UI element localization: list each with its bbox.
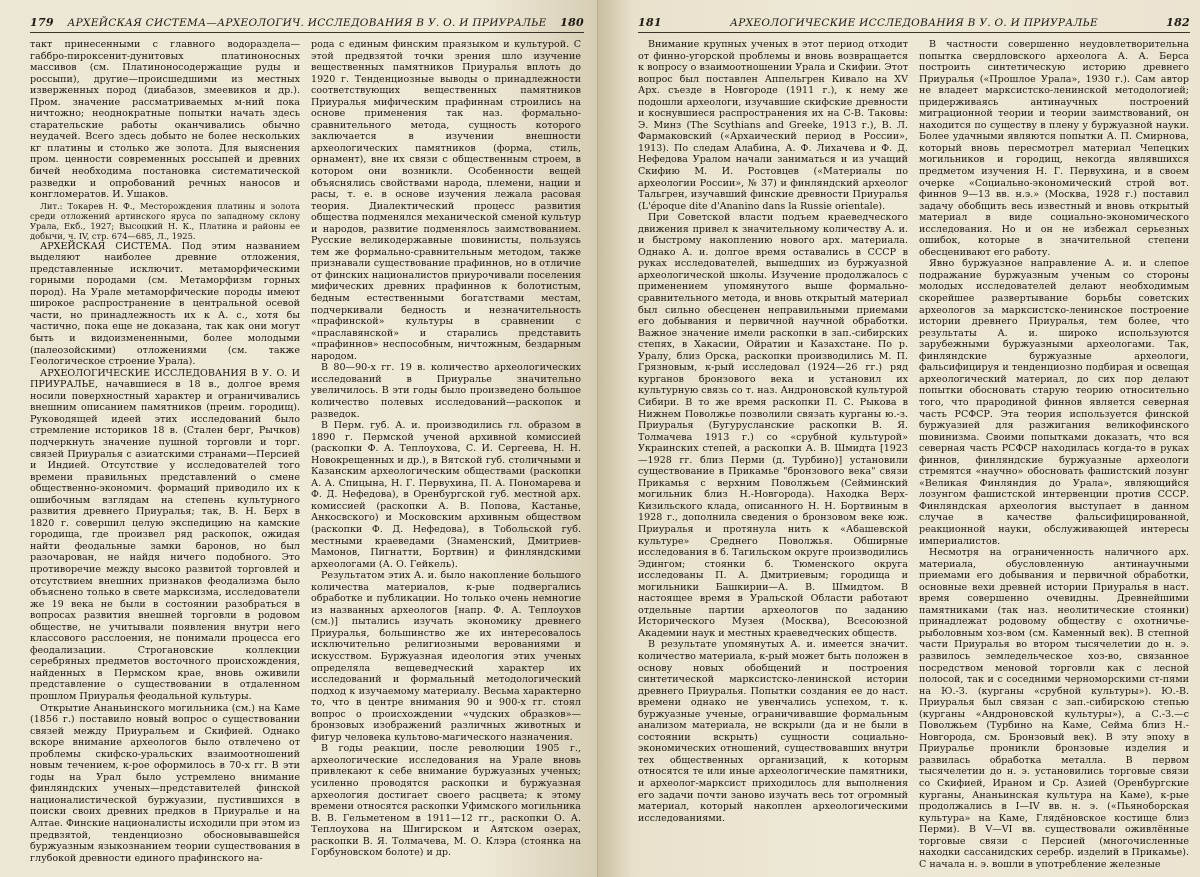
left-page-columns xyxy=(30,39,584,864)
paragraph: такт принесенными с главного водораздела—габбро-пироксенит-дунитовых платиноносных массивов (см. Платиноносодержащие руды и россыпи), другие—происшедшими из местных изверженных пород (диабазов, змеевиков и др.). Пром. значение рассматриваемых м-ний пока ничтожно; неоднократные попытки начать здесь старательские работы оканчивались обычно неудачей. Всего здесь добыто не более нескольких кг платины и столько же золота. Для выяснения пром. ценности современных россыпей и древних бичей необходима постановка систематической разведки и опробований речных наносов и конгломератов. И. Ушаков. xyxy=(30,39,300,201)
running-title-left: АРХЕЙСКАЯ СИСТЕМА—АРХЕОЛОГИЧ. ИССЛЕДОВАНИЯ В У. О. И ПРИУРАЛЬЕ xyxy=(67,17,547,29)
right-column-1 xyxy=(638,39,908,870)
entry-archean-system: АРХЕЙСКАЯ СИСТЕМА. Под этим названием выделяют наиболее древние отложения, представленные исключит. метаморфическими горными породами (см. Метаморфизм горных пород). На Урале метаморфические породы имеют широкое распространение в центральной осевой части, но принадлежность их к А. с., хотя бы частично, пока еще не доказана, так как они могут быть и видоизмененными, более молодыми (палеозойскими) отложениями (см. также Геологическое строение Урала). xyxy=(30,240,300,368)
paragraph: рода с единым финским праязыком и культурой. С этой предвзятой точки зрения шло изучение вещественных памятников Приуралья вплоть до 1920 г. Тенденциозные выводы о принадлежности соответствующих вещественных памятников Приуралья мифическим прафиннам строились на основе применения так наз. формально-сравнительного метода, сущность которого заключается в изучении внешности археологических памятников (форма, стиль, орнамент), вне их связи с общественным строем, в котором они возникли. Особенности вещей объяснялись свойствами народа, племени, нации и расы, т. е. в основе изучения лежала расовая теория. Диалектический процесс развития общества подменялся механической сменой культур и народов, развитие подменялось заимствованием. Русские великодержавные шовинисты, пользуясь тем же формально-сравнительным методом, также признавали существование прафиннов, но в отличие от финских националистов приурочивали поселения мифических древних прафиннов к болотистым, бедным естественными богатствами местам, подчеркивали бедность и незначительность «прафинской» культуры в сравнении с «праславянской» и старались представить «прафиннов» неспособным, ничтожным, бездарным народом. xyxy=(311,39,581,362)
paragraph: Несмотря на ограниченность наличного арх. материала, обусловленную антинаучными приемами его добывания и первичной обработки, основные вехи древней истории Приуралья в наст. время совершенно очевидны. Древнейшими памятниками (так наз. неолитические стоянки) принадлежат родовому обществу с охотничье-рыболовным хоз-вом (см. Каменный век). В степной части Приуралья во втором тысячелетии до н. э. развилось земледельческое хоз-во, связанное посредством меновой торговли как с лесной полосой, так и с соседними черноморскими ст-пями на Ю.-З. (курганы «срубной культуры»). Ю.-В. Приуралья был связан с зап.-сибирскою степью (курганы «Андроновской культуры»), а С.-З.—с Поволжьем (Турбино на Каме, Сейма близ Н.-Новгорода, см. Бронзовый век). В эту эпоху в Приуралье проникли бронзовые изделия и развилась обработка металла. В первом тысячелетии до н. э. установились торговые связи со Скифией, Ираном и Ср. Азией (Оренбургские курганы, Ананьинская культура на Каме), к-рые продолжались в I—IV вв. н. э. («Пьяноборская культура» на Каме, Глядёновское костище близ Перми). В V—VI вв. существовали оживлённые торговые связи с Персией (многочисленные находки сассанидских серебр. изделий в Прикамье). С начала н. э. вошли в употребление железные xyxy=(919,547,1189,870)
paragraph: В 80—90-х гг. 19 в. количество археологических исследований в Приуралье значительно увеличилось. В эти годы было произведено большое количество полевых исследований—раскопок и разведок. xyxy=(311,362,581,420)
paragraph: При Советской власти подъем краеведческого движения привел к значительному количеству А. и. и быстрому накоплению нового арх. материала. Однако А. и. долгое время оставались в СССР в руках исследователей, вышедших из буржуазной археологической школы. Изучение продолжалось с применением упомянутого выше формально-сравнительного метода, и вновь открытый материал был сильно обесценен неправильными приемами его добывания и первичной научной обработки. Важное значение имели раскопки в зап.-сибирских степях, в Хакасии, Ойратии и Казахстане. По р. Уралу, близ Орска, раскопки производились М. П. Грязновым, к-рый исследовал (1924—26 гг.) ряд курганов бронзового века и установил их культурную связь со т. наз. Андроновской культурой Сибири. В то же время раскопки П. С. Рыкова в Нижнем Поволжье позволили связать курганы ю.-з. Приуралья (Бугурусланские раскопки В. Я. Толмачева 1913 г.) со «срубной культурой» Украинских степей, а раскопки А. В. Шмидта [1923—1928 гг. близ Перми (д. Турбино)] установили существование в Прикамье "бронзового века" связи Прикамья с верхним Поволжьем (Сейминский могильник близ Н.-Новгорода). Находка Верх-Кизильского клада, описанного Н. Н. Бортвиным в 1928 г., дополнила сведения о бронзовом веке юж. Приуралья и протянула нить к «Абашевской культуре» Среднего Поволжья. Обширные исследования в б. Тагильском округе производились Эдингом; стоянки б. Тюменского округа исследованы П. А. Дмитриевым; городища и могильники Башкирии—А. В. Шмидтом. В настоящее время в Уральской Области работают отдельные партии археологов по заданию Исторического Музея (Москва), Всесоюзной Академии наук и местных краеведческих обществ. xyxy=(638,212,908,639)
paragraph: Внимание крупных ученых в этот период отходит от финно-угорской проблемы и вновь возвращается к вопросу о взаимоотношении Урала и Скифии. Этот вопрос был поставлен Аппельгрен Кивало на XV Арх. съезде в Новгороде (1911 г.), к нему же подошли археологи, изучавшие скифские древности и коснувшиеся распространения их на С-В. Таковы: Э. Минз (The Scythians and Greeke, 1913 г.), В. Л. Фармаковский («Архаический период в России», 1913). По следам Алабина, А. Ф. Лихачева и Ф. Д. Нефедова Уралом начали заниматься и из учащий Скифию М. И. Ростовцев («Материалы по археологии России», № 37) и финляндский археолог Тальгрен, изучавший финские древности Приуралья (L'époque dite d'Ananino dans la Russie orientale). xyxy=(638,39,908,212)
paragraph: В результате упомянутых А. и. имеется значит. количество материала, к-рый может быть положен в основу новых обобщений и построения синтетической марксистско-ленинской истории древнего Приуралья. Попытки создания ее до наст. времени однако не увенчались успехом, т. к. буржуазные ученые, ограничивавшие формальным анализом материала, не вскрыли (да и не были в состоянии вскрыть) сущности социально-экономических отношений, существовавших внутри тех общественных организаций, к которым относятся те или иные археологические памятники, и археолог-марксист приходилось для выполнения его задачи почти заново изучать весь тот огромный материал, который накоплен археологическими исследованиями. xyxy=(638,639,908,824)
page-number-179: 179 xyxy=(30,16,54,29)
running-title-right: АРХЕОЛОГИЧЕСКИЕ ИССЛЕДОВАНИЯ В У. О. И ПРИУРАЛЬЕ xyxy=(730,17,1098,29)
paragraph: В годы реакции, после революции 1905 г., археологические исследования на Урале вновь привлекают к себе внимание буржуазных ученых; усиленно проводятся раскопки и буржуазная археология достигает своего расцвета; к этому времени относятся раскопки Уфимского могильника В. В. Гельметеном в 1911—12 гг., раскопки О. А. Теплоухова на Шигирском и Аятском озерах, раскопки В. Я. Толмачева, М. О. Клэра (стоянка на Горбуновском болоте) и др. xyxy=(311,743,581,859)
left-page-header xyxy=(30,4,584,33)
paragraph: Открытие Ананьинского могильника (см.) на Каме (1856 г.) поставило новый вопрос о существовании связей между Приуральем и Скифией. Однако вскоре внимание археологов было отвлечено от проблемы скифско-уральских взаимоотношений новым течением, к-рое оформилось в 70-х гг. В эти годы на Урал было устремлено внимание финляндских ученых—представителей финской националистической буржуазии, пустившихся в поиски своих древних предков в Приуралье и на Алтае. Финские националисты исходили при этом из предвзятой, тенденциозно обосновывавшейся буржуазным языкознанием теории существования в глубокой древности единого прафинского на- xyxy=(30,702,300,864)
entry-archaeological-research: АРХЕОЛОГИЧЕСКИЕ ИССЛЕДОВАНИЯ В У. О. И ПРИУРАЛЬЕ, начавшиеся в 18 в., долгое время носили поверхностный характер и ограничивались внешним описанием памятников (преим. городищ). Руководящей идеей этих исследований было стремление историков 18 в. (Стален берг, Рычков) подчеркнуть значение пушной торговли и торг. связей Приуралья с азиатскими странами—Персией и Индией. Отсутствие у исследователей того времени правильных представлений о смене общественно-экономич. формаций приводило их к ошибочным взглядам на степень культурного развития древнего Приуралья; так, В. Н. Берх в 1820 г. совершил целую экспедицию на камские городища, где произвел ряд раскопок, ожидая найти феодальные замки баронов, но был разочарован, не найдя ничего подобного. Это противоречие между высоко развитой торговлей и отсутствием внешних признаков феодализма было объяснено только в свете марксизма, исследователи же 19 века не были в состоянии разобраться в вопросах развития внешней торговли в родовом обществе, не учитывали появления внутри него классового расслоения, не понимали процесса его феодализации. Строгановские коллекции серебряных предметов восточного происхождения, найденных в Пермском крае, вновь оживили представление о существовании в отдаленном прошлом Приуралья феодальной культуры. xyxy=(30,367,300,702)
page-number-181: 181 xyxy=(638,16,662,29)
right-column-2 xyxy=(919,39,1189,870)
left-page xyxy=(0,0,598,877)
left-column-2 xyxy=(311,39,581,864)
page-number-180: 180 xyxy=(560,16,584,29)
paragraph: Явно буржуазное направление А. и. и слепое подражание буржуазным ученым со стороны молодых исследователей делают необходимым скорейшее развертывание борьбы советских археологов за марксистско-ленинское построение истории древнего Приуралья, тем более, что результаты А. и. широко используются зарубежными буржуазными археологами. Так, финляндские буржуазные археологи, фальсифицируя и тенденциозно подбирая и освещая археологический материал, до сих пор делают попытки обосновать старую теорию относительно того, что прародиной финнов является северная часть РСФСР. Эта теория используется финской буржуазией для разжигания великофинского шовинизма. Своими попытками доказать, что вся северная часть РСФСР находилась когда-то в руках финнов, финляндские буржуазные археологи стремятся «научно» обосновать фашистский лозунг «Великая Финляндия до Урала», являющийся лозунгом фашистской интервенции против СССР. Финляндская археология выступает в данном случае в качестве фальсифицированной, реакционной науки, обслуживающей интересы империалистов. xyxy=(919,258,1189,547)
paragraph: В Перм. губ. А. и. производились гл. образом в 1890 г. Пермской ученой архивной комиссией (раскопки Ф. А. Теплоухова, С. И. Сергеева, Н. Н. Новокрещенных и др.), в Вятской губ. столичными и Казанским археологическим обществами (раскопки А. А. Спицына, Н. Г. Первухина, П. А. Пономарева и Ф. Д. Нефедова), в Оренбургской губ. местной арх. комиссией (раскопки А. В. Попова, Кастанье, Анкосвского) и Московским архивным обществом (раскопки Ф. Д. Нефедова), в Тобольской губ. местными краеведами (Знаменский, Дмитриев-Мамонов, Пигнатти, Бортвин) и финляндскими археологами (А. О. Гейкель). xyxy=(311,420,581,570)
left-column-1 xyxy=(30,39,300,864)
right-page-header xyxy=(638,4,1190,33)
literature-note: Лит.: Токарев Н. Ф., Месторождения платины и золота среди отложений артинского яруса по западному склону Урала, Екб., 1927; Высоцкий Н. К., Платина и районы ее добычи, ч. IV, стр. 674—685, Л., 1925. xyxy=(30,200,300,241)
page-number-182: 182 xyxy=(1166,16,1190,29)
right-page-columns xyxy=(638,39,1190,870)
paragraph: Результатом этих А. и. было накопление большого количества материалов, к-рые подвергались обработке и публикации. Но только очень немногие из названных археологов [напр. Ф. А. Теплоухов (см.)] пытались изучать экономику древнего Приуралья, большинство же их интересовалось исключительно религиозными верованиями и искусством. Буржуазная идеология этих ученых определяла вещеведческий характер их исследований и формальный методологический подход к изучаемому материалу. Весьма характерно то, что в центре внимания 90 и 900-х гг. стоял вопрос о происхождении «чудских образков»—бронзовых изображений различных животных и фигур человека культово-магического назначения. xyxy=(311,570,581,743)
paragraph: В частности совершенно неудовлетворительна попытка свердловского археолога А. А. Берса построить синтетическую историю древнего Приуралья («Прошлое Урала», 1930 г.). Сам автор не владеет марксистско-ленинской методологией; придерживаясь антинаучных построений миграционной теории и теории заимствований, он находится по существу в плену у буржуазной науки. Более удачными являются попытки А. П. Смирнова, который вновь пересмотрел материал Чепецких могильников и городищ, некогда являвшихся предметом изучения Н. Г. Первухина, и в своем очерке «Социально-экономический строй вот. финнов 9—13 вв. н.э.» (Москва, 1928 г.) поставил задачу обобщить весь известный и вновь открытый материал в виде социально-экономического исследования. Но и он не избежал серьезных ошибок, которые в значительной степени обесценивают его работу. xyxy=(919,39,1189,258)
right-page xyxy=(598,0,1200,877)
